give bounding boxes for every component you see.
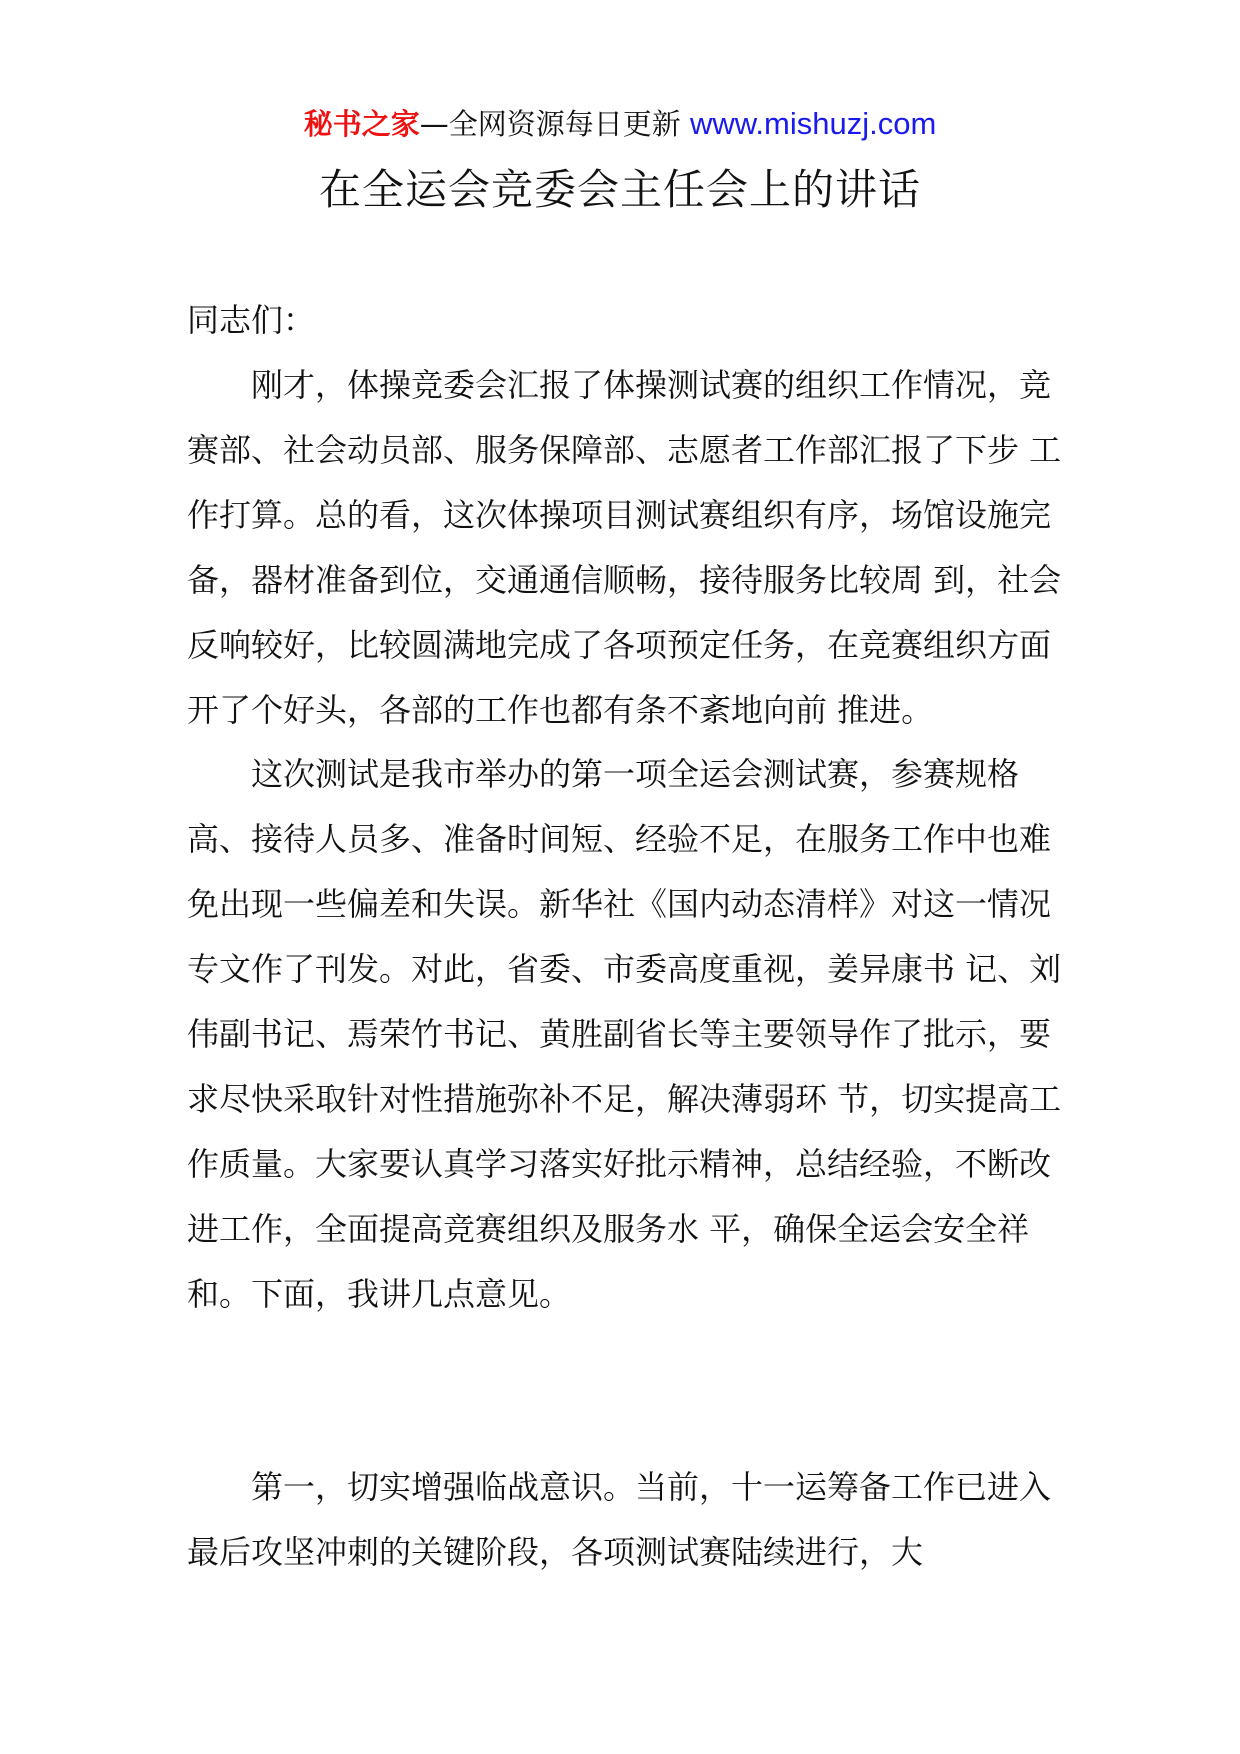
site-url-link[interactable]: www.mishuzj.com: [689, 106, 937, 141]
paragraph-3: 第一，切实增强临战意识。当前，十一运筹备工作已进入最后攻坚冲刺的关键阶段，各项测试赛陆续进行，大: [187, 1468, 1052, 1571]
body-section-first: [187, 1455, 1067, 1585]
paragraph-1: 刚才，体操竞委会汇报了体操测试赛的组织工作情况，竞赛部、社会动员部、服务保障部、志愿者工作部汇报了下步 工作打算。总的看，这次体操项目测试赛组织有序，场馆设施完备，器材准备到位，交通通信顺畅，接待服务比较周 到，社会反响较好，比较圆满地完成了各项预定任务，在竞赛组织方面开了个好头，各部的工作也都有条不紊地向前 推进。: [187, 366, 1062, 729]
site-tagline: —全网资源每日更新: [419, 107, 681, 141]
paragraph-2: 这次测试是我市举办的第一项全运会测试赛，参赛规格高、接待人员多、准备时间短、经验不足，在服务工作中也难 免出现一些偏差和失误。新华社《国内动态清样》对这一情况专文作了刊发。对此，省委、市委高度重视，姜异康书 记、刘伟副书记、焉荣竹书记、黄胜副省长等主要领导作了批示，要求尽快采取针对性措施弥补不足，解决薄弱环 节，切实提高工作质量。大家要认真学习落实好批示精神，总结经验，不断改进工作，全面提高竞赛组织及服务水 平，确保全运会安全祥和。下面，我讲几点意见。: [187, 755, 1062, 1313]
body-paragraphs: [187, 353, 1067, 1327]
site-brand: 秘书之家: [303, 107, 420, 141]
site-header: [0, 104, 1240, 144]
document-title: 在全运会竞委会主任会上的讲话: [318, 165, 921, 214]
salutation: 同志们：: [187, 301, 316, 339]
